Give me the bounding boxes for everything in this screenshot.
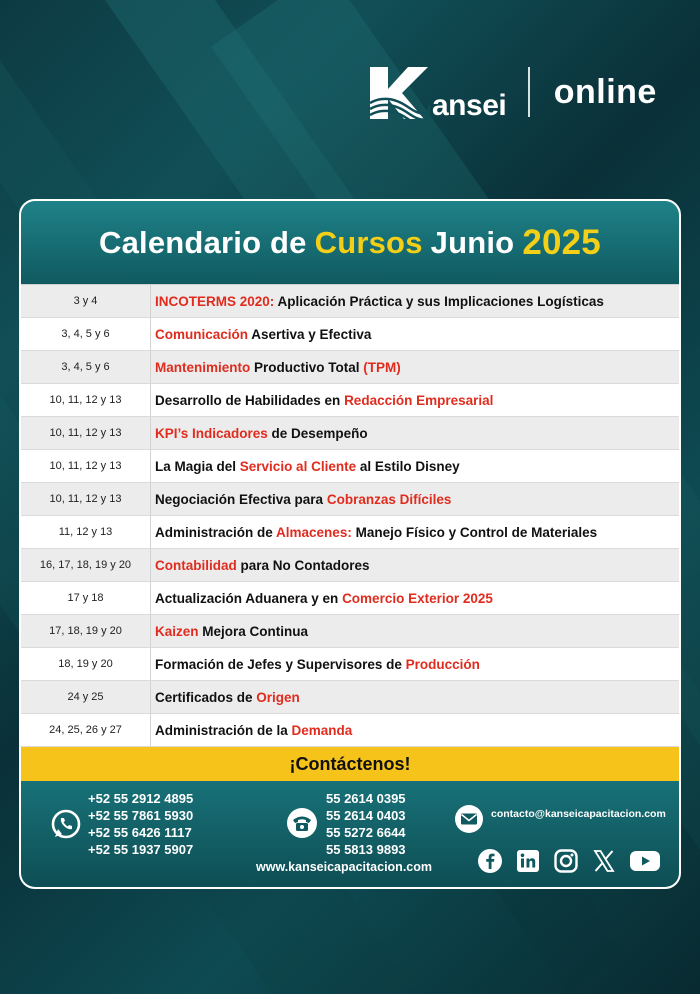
- telephone-number[interactable]: 55 2614 0395: [326, 791, 406, 806]
- telephone-number[interactable]: 55 5813 9893: [326, 842, 406, 857]
- course-title-highlight: Producción: [405, 656, 480, 672]
- course-dates: 3 y 4: [21, 285, 151, 317]
- email-icon: [454, 804, 484, 839]
- whatsapp-number[interactable]: +52 55 7861 5930: [88, 808, 194, 823]
- course-title: [151, 657, 480, 672]
- course-title-text: Actualización Aduanera y en: [155, 590, 343, 606]
- whatsapp-icon[interactable]: [50, 808, 82, 845]
- title-highlight: Cursos: [314, 224, 423, 260]
- course-title-highlight: Mantenimiento: [155, 359, 251, 375]
- course-title-highlight: Servicio al Cliente: [239, 458, 357, 474]
- course-row: [21, 648, 679, 681]
- course-row: [21, 615, 679, 648]
- course-row: [21, 681, 679, 714]
- email-link[interactable]: contacto@kanseicapacitacion.com: [491, 808, 666, 820]
- course-title: [151, 525, 597, 540]
- course-title: [151, 558, 370, 573]
- course-dates: 11, 12 y 13: [21, 516, 151, 548]
- course-dates: 18, 19 y 20: [21, 648, 151, 680]
- title-year: 2025: [522, 222, 601, 262]
- brand-divider: [528, 67, 530, 117]
- course-title-text: Productivo Total: [250, 359, 364, 375]
- kansei-k-icon: [368, 63, 430, 121]
- course-title-highlight: (TPM): [363, 359, 401, 375]
- course-dates: 16, 17, 18, 19 y 20: [21, 549, 151, 581]
- course-dates: 24, 25, 26 y 27: [21, 714, 151, 746]
- brand-name: ansei: [432, 89, 507, 122]
- telephone-icon: [286, 807, 318, 844]
- course-title-text: La Magia del: [155, 458, 240, 474]
- course-dates: 10, 11, 12 y 13: [21, 450, 151, 482]
- course-row: [21, 714, 679, 747]
- course-title: [151, 459, 460, 474]
- course-dates: 3, 4, 5 y 6: [21, 351, 151, 383]
- telephone-numbers: [326, 790, 406, 858]
- course-dates: 10, 11, 12 y 13: [21, 483, 151, 515]
- course-title: [151, 624, 308, 639]
- whatsapp-number[interactable]: +52 55 1937 5907: [88, 842, 194, 857]
- course-title-text: para No Contadores: [236, 557, 370, 573]
- course-title-highlight: Origen: [256, 689, 300, 705]
- course-title-highlight: KPI’s Indicadores: [155, 425, 268, 441]
- course-row: [21, 384, 679, 417]
- title-part1: Calendario de: [99, 224, 307, 260]
- course-title-highlight: INCOTERMS 2020:: [155, 293, 275, 309]
- course-title: [151, 327, 371, 342]
- course-title-highlight: Demanda: [291, 722, 353, 738]
- course-row: [21, 417, 679, 450]
- course-title: [151, 393, 493, 408]
- course-title-text: de Desempeño: [267, 425, 368, 441]
- social-links: [477, 848, 661, 874]
- course-dates: 10, 11, 12 y 13: [21, 384, 151, 416]
- course-title-text: al Estilo Disney: [356, 458, 460, 474]
- course-title-text: Desarrollo de Habilidades en: [155, 392, 345, 408]
- course-dates: 17, 18, 19 y 20: [21, 615, 151, 647]
- course-dates: 24 y 25: [21, 681, 151, 713]
- telephone-number[interactable]: 55 5272 6644: [326, 825, 406, 840]
- course-title-highlight: Comercio Exterior 2025: [342, 590, 493, 606]
- course-row: [21, 582, 679, 615]
- course-title-text: Negociación Efectiva para: [155, 491, 327, 507]
- brand-header: [368, 62, 657, 122]
- course-dates: 3, 4, 5 y 6: [21, 318, 151, 350]
- course-title: [151, 294, 604, 309]
- youtube-icon[interactable]: [629, 849, 661, 873]
- course-title-text: Certificados de: [155, 689, 257, 705]
- contact-banner: ¡Contáctenos!: [21, 747, 679, 781]
- linkedin-icon[interactable]: [516, 849, 540, 873]
- course-title: [151, 690, 300, 705]
- course-row: [21, 549, 679, 582]
- course-title-text: Asertiva y Efectiva: [248, 326, 372, 342]
- course-row: [21, 450, 679, 483]
- course-title-text: Aplicación Práctica y sus Implicaciones Logísticas: [274, 293, 604, 309]
- course-row: [21, 285, 679, 318]
- website-link[interactable]: www.kanseicapacitacion.com: [256, 860, 432, 874]
- course-row: [21, 318, 679, 351]
- course-table: [21, 284, 679, 747]
- course-title-text: Formación de Jefes y Supervisores de: [155, 656, 406, 672]
- telephone-number[interactable]: 55 2614 0403: [326, 808, 406, 823]
- whatsapp-number[interactable]: +52 55 6426 1117: [88, 825, 192, 840]
- course-title-highlight: Cobranzas Difíciles: [326, 491, 452, 507]
- course-title: [151, 591, 493, 606]
- course-title-highlight: Almacenes:: [276, 524, 352, 540]
- facebook-icon[interactable]: [477, 848, 503, 874]
- course-title-text: Mejora Continua: [198, 623, 309, 639]
- kansei-logo: [368, 63, 506, 121]
- calendar-title: [21, 201, 679, 284]
- instagram-icon[interactable]: [553, 848, 579, 874]
- course-row: [21, 483, 679, 516]
- course-title: [151, 492, 451, 507]
- title-month: Junio: [430, 224, 515, 260]
- course-row: [21, 351, 679, 384]
- course-dates: 10, 11, 12 y 13: [21, 417, 151, 449]
- x-icon[interactable]: [592, 849, 616, 873]
- course-calendar-card: [19, 199, 681, 889]
- course-title-highlight: Comunicación: [155, 326, 249, 342]
- course-title-highlight: Redacción Empresarial: [344, 392, 494, 408]
- course-title: [151, 723, 352, 738]
- course-title: [151, 360, 401, 375]
- contact-area: [21, 781, 679, 889]
- whatsapp-numbers: [88, 790, 193, 858]
- course-title-text: Manejo Físico y Control de Materiales: [351, 524, 598, 540]
- course-title: [151, 426, 368, 441]
- course-title-text: Administración de: [155, 524, 277, 540]
- brand-online: online: [553, 72, 657, 111]
- course-title-highlight: Contabilidad: [155, 557, 237, 573]
- course-title-highlight: Kaizen: [155, 623, 199, 639]
- course-dates: 17 y 18: [21, 582, 151, 614]
- course-row: [21, 516, 679, 549]
- whatsapp-number[interactable]: +52 55 2912 4895: [88, 791, 194, 806]
- course-title-text: Administración de la: [155, 722, 292, 738]
